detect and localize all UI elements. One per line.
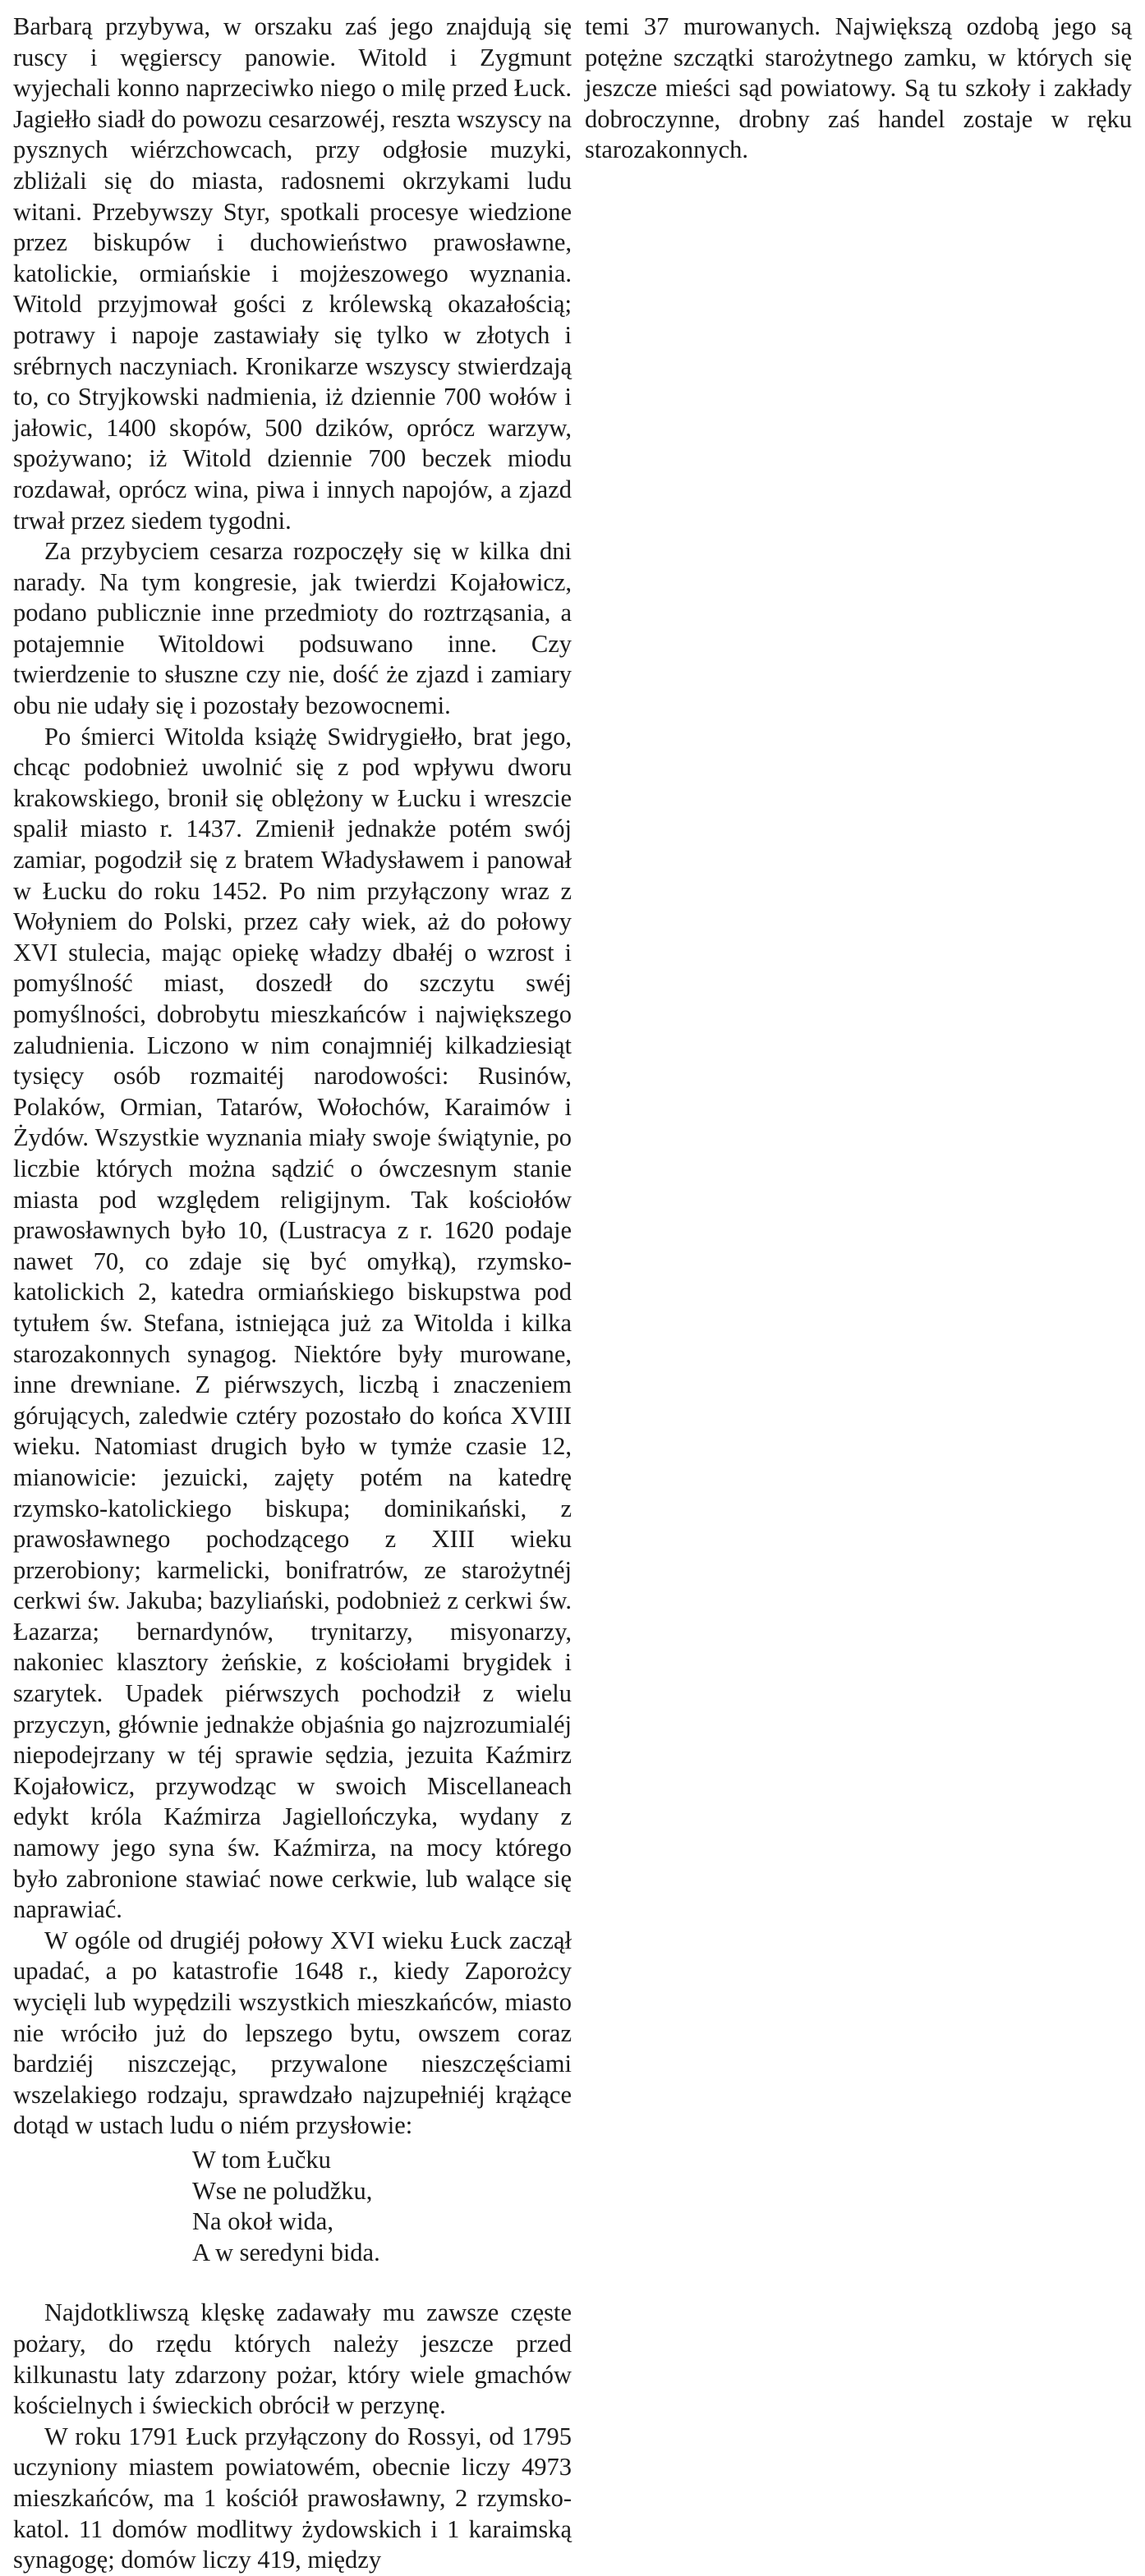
right-column	[585, 11, 1132, 166]
paragraph-pozary: Najdotkliwszą klęskę zadawały mu zawsze częste pożary, do rzędu których należy jeszcze przed kilkunastu laty zdarzony pożar, który wiele gmachów kościelnych i świeckich obrócił w perzynę.	[13, 2298, 572, 2420]
poem-spacer	[13, 2268, 572, 2298]
poem-line: A w seredyni bida.	[192, 2238, 380, 2266]
paragraph-1791: W roku 1791 Łuck przyłączony do Rossyi, od 1795 uczyniony miastem powiatowém, obecnie liczy 4973 mieszkańców, ma 1 kościół prawosławny, 2 rzymsko-katol. 11 domów modlitwy żydowskich i 1 karaimską synagogę; domów liczy 419, między	[13, 2422, 572, 2574]
left-column	[13, 11, 572, 2576]
proverb-poem	[192, 2145, 572, 2268]
paragraph-zjazd-luck: Barbarą przybywa, w orszaku zaś jego znajdują się ruscy i węgierscy panowie. Witold i Zygmunt wyjechali konno naprzeciwko niego o milę przed Łuck. Jagiełło siadł do powozu cesarzowéj, reszta wszyscy na pysznych wiérzchowcach, przy odgłosie muzyki, zbliżali się do miasta, radosnemi okrzykami ludu witani. Przebywszy Styr, spotkali procesye wiedzione przez biskupów i duchowieństwo prawosławne, katolickie, ormiańskie i mojżeszowego wyznania. Witold przyjmował gości z królewską okazałością; potrawy i napoje zastawiały się tylko w złotych i srébrnych naczyniach. Kronikarze wszyscy stwierdzają to, co Stryjkowski nadmienia, iż dziennie 700 wołów i jałowic, 1400 skopów, 500 dzików, oprócz warzyw, spożywano; iż Witold dziennie 700 beczek miodu rozdawał, oprócz wina, piwa i innych napojów, a zjazd trwał przez siedem tygodni.	[13, 12, 572, 535]
poem-line: Wse ne poludžku,	[192, 2176, 373, 2205]
poem-line: W tom Łučku	[192, 2145, 331, 2174]
paragraph-continuation: temi 37 murowanych. Największą ozdobą jego są potężne szczątki starożytnego zamku, w których się jeszcze mieści sąd powiatowy. Są tu szkoły i zakłady dobroczynne, drobny zaś handel zostaje w ręku starozakonnych.	[585, 12, 1132, 164]
paragraph-narady: Za przybyciem cesarza rozpoczęły się w kilka dni narady. Na tym kongresie, jak twierdzi Kojałowicz, podano publicznie inne przedmioty do roztrząsania, a potajemnie Witoldowi podsuwano inne. Czy twierdzenie to słuszne czy nie, dość że zjazd i zamiary obu nie udały się i pozostały bezowocnemi.	[13, 537, 572, 720]
paragraph-upadek: W ogóle od drugiéj połowy XVI wieku Łuck zaczął upadać, a po katastrofie 1648 r., kiedy Zaporożcy wycięli lub wypędzili wszystkich mieszkańców, miasto nie wróciło już do lepszego bytu, owszem coraz bardziéj niszczejąc, przywalone nieszczęściami wszelakiego rodzaju, sprawdzało najzupełniéj krążące dotąd w ustach ludu o niém przysłowie:	[13, 1926, 572, 2140]
poem-line: Na okoł wida,	[192, 2207, 333, 2236]
paragraph-swidrygiello: Po śmierci Witolda książę Swidrygiełło, brat jego, chcąc podobnież uwolnić się z pod wpływu dworu krakowskiego, bronił się oblężony w Łucku i wreszcie spalił miasto r. 1437. Zmienił jednakże potém swój zamiar, pogodził się z bratem Władysławem i panował w Łucku do roku 1452. Po nim przyłączony wraz z Wołyniem do Polski, przez cały wiek, aż do połowy XVI stulecia, mając opiekę władzy dbałéj o wzrost i pomyślność miast, doszedł do szczytu swéj pomyślności, dobrobytu mieszkańców i największego zaludnienia. Liczono w nim conajmniéj kilkadziesiąt tysięcy osób rozmaitéj narodowości: Rusinów, Polaków, Ormian, Tatarów, Wołochów, Karaimów i Żydów. Wszystkie wyznania miały swoje świątynie, po liczbie których można sądzić o ówczesnym stanie miasta pod względem religijnym. Tak kościołów prawosławnych było 10, (Lustracya z r. 1620 podaje nawet 70, co zdaje się być omyłką), rzymsko-katolickich 2, katedra ormiańskiego biskupstwa pod tytułem św. Stefana, istniejąca już za Witolda i kilka starozakonnych synagog. Niektóre były murowane, inne drewniane. Z piérwszych, liczbą i znaczeniem górujących, zaledwie cztéry pozostało do końca XVIII wieku. Natomiast drugich było w tymże czasie 12, mianowicie: jezuicki, zajęty potém na katedrę rzymsko-katolickiego biskupa; dominikański, z prawosławnego pochodzącego z XIII wieku przerobiony; karmelicki, bonifratrów, ze starożytnéj cerkwi św. Jakuba; bazyliański, podobnież z cerkwi św. Łazarza; bernardynów, trynitarzy, misyonarzy, nakoniec klasztory żeńskie, z kościołami brygidek i szarytek. Upadek piérwszych pochodził z wielu przyczyn, głównie jednakże objaśnia go najzrozumialéj niepodejrzany w téj sprawie sędzia, jezuita Kaźmirz Kojałowicz, przywodząc w swoich Miscellaneach edykt króla Kaźmirza Jagiellończyka, wydany z namowy jego syna św. Kaźmirza, na mocy którego było zabronione stawiać nowe cerkwie, lub walące się naprawiać.	[13, 722, 572, 1924]
